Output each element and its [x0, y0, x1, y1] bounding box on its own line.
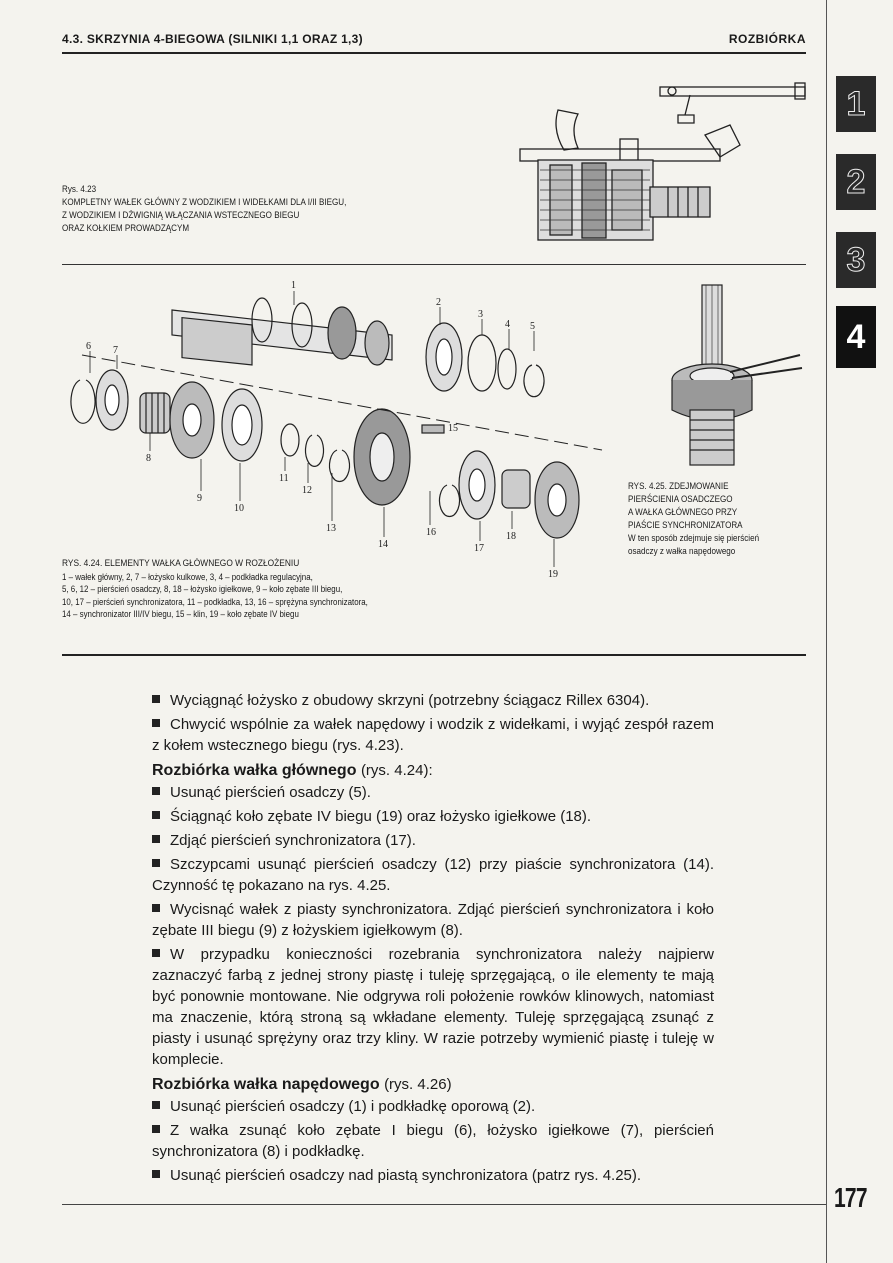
chapter-tab-2[interactable]: 2	[836, 154, 876, 210]
fig424-label: 6	[86, 341, 91, 352]
fig424-label: 8	[146, 453, 151, 464]
bullet-icon	[152, 949, 160, 957]
fig424-label: 18	[506, 531, 516, 542]
fig424-illustration	[62, 275, 622, 580]
fig423-number: Rys. 4.23	[62, 184, 97, 195]
fig423-line: Z WODZIKIEM I DŹWIGNIĄ WŁĄCZANIA WSTECZNEGO BIEGU	[62, 210, 300, 221]
fig424-label: 14	[378, 539, 388, 550]
fig423-line: ORAZ KOŁKIEM PROWADZĄCYM	[62, 223, 190, 234]
header-rule	[62, 52, 806, 54]
paragraph: Zdjąć pierścień synchronizatora (17).	[152, 830, 714, 851]
paragraph: Usunąć pierścień osadczy (1) i podkładkę oporową (2).	[152, 1096, 714, 1117]
fig423-illustration	[500, 75, 820, 265]
chapter-title: ROZBIÓRKA	[728, 32, 806, 46]
fig424-label: 15	[448, 423, 458, 434]
paragraph: Usunąć pierścień osadczy nad piastą synchronizatora (patrz rys. 4.25).	[152, 1165, 714, 1186]
fig424-label: 2	[436, 297, 441, 308]
bullet-icon	[152, 1125, 160, 1133]
fig425-line: A WAŁKA GŁÓWNEGO PRZY	[628, 507, 738, 518]
fig424-label: 11	[279, 473, 289, 484]
paragraph: Wycisnąć wałek z piasty synchronizatora. Zdjąć pierścień synchronizatora i koło zębate III biegu (9) z łożyskiem igiełkowym (8).	[152, 901, 714, 939]
fig424-label: 10	[234, 503, 244, 514]
paragraph: W przypadku konieczności rozebrania synchronizatora należy najpierw zaznaczyć farbą z jednej strony piastę i tuleję sprzęgającą, o ile elementy te mają być ponownie montowane. Nie odgrywa roli położenie rowków klinowych, natomiast ma znaczenie, którą stroną są wkładane elementy. Tuleję sprzęgającą zsunąć z piasty i usunąć sprężyny oraz trzy kliny. W razie potrzeby wymienić piastę i tuleję w komplecie.	[152, 946, 714, 1068]
paragraph: Szczypcami usunąć pierścień osadczy (12) przy piaście synchronizatora (14). Czynność tę pokazano na rys. 4.25.	[152, 856, 714, 894]
fig423-line: KOMPLETNY WAŁEK GŁÓWNY Z WODZIKIEM I WIDEŁKAMI DLA I/II BIEGU,	[62, 197, 347, 208]
fig425-note: W ten sposób zdejmuje się pierścień	[628, 533, 760, 544]
chapter-tab-1[interactable]: 1	[836, 76, 876, 132]
bullet-icon	[152, 835, 160, 843]
paragraph: Chwycić wspólnie za wałek napędowy i wodzik z widełkami, i wyjąć zespół razem z kołem wstecznego biegu (rys. 4.23).	[152, 716, 714, 754]
fig424-label: 4	[505, 319, 510, 330]
bullet-icon	[152, 1170, 160, 1178]
bullet-icon	[152, 787, 160, 795]
fig424-label: 1	[291, 280, 296, 291]
fig424-label: 17	[474, 543, 484, 554]
bullet-icon	[152, 719, 160, 727]
fig424-legend-line: 5, 6, 12 – pierścień osadczy, 8, 18 – łożysko igiełkowe, 9 – koło zębate III biegu,	[62, 584, 343, 594]
paragraph: Ściągnąć koło zębate IV biegu (19) oraz łożysko igiełkowe (18).	[152, 806, 714, 827]
fig424-label: 5	[530, 321, 535, 332]
fig425-illustration	[660, 280, 810, 480]
fig424-label: 19	[548, 569, 558, 580]
bullet-icon	[152, 695, 160, 703]
fig424-label: 3	[478, 309, 483, 320]
paragraph: Wyciągnąć łożysko z obudowy skrzyni (potrzebny ściągacz Rillex 6304).	[152, 690, 714, 711]
fig425-line: PIAŚCIE SYNCHRONIZATORA	[628, 520, 743, 531]
fig424-label: 12	[302, 485, 312, 496]
fig425-line: PIERŚCIENIA OSADCZEGO	[628, 494, 733, 505]
fig424-label: 7	[113, 345, 118, 356]
divider	[62, 264, 806, 265]
fig425-caption	[628, 480, 759, 558]
fig424-legend-line: 14 – synchronizator III/IV biegu, 15 – klin, 19 – koło zębate IV biegu	[62, 609, 299, 619]
fig424-legend-line: 10, 17 – pierścień synchronizatora, 11 – podkładka, 13, 16 – sprężyna synchronizatora,	[62, 596, 368, 607]
section-title: 4.3. SKRZYNIA 4-BIEGOWA (SILNIKI 1,1 ORAZ 1,3)	[62, 32, 363, 46]
fig424-legend	[62, 558, 520, 621]
body-text	[152, 690, 714, 1189]
fig423-caption	[62, 183, 346, 235]
bullet-icon	[152, 811, 160, 819]
divider	[62, 654, 806, 656]
fig424-legend-line: 1 – wałek główny, 2, 7 – łożysko kulkowe, 3, 4 – podkładka regulacyjna,	[62, 571, 313, 582]
subheading: Rozbiórka wałka napędowego (rys. 4.26)	[152, 1076, 452, 1093]
margin-line	[826, 0, 827, 1263]
subheading: Rozbiórka wałka głównego (rys. 4.24):	[152, 762, 433, 779]
page-number: 177	[834, 1182, 867, 1213]
fig424-label: 16	[426, 527, 436, 538]
fig425-line: RYS. 4.25. ZDEJMOWANIE	[628, 481, 729, 492]
bullet-icon	[152, 859, 160, 867]
fig424-title: RYS. 4.24. ELEMENTY WAŁKA GŁÓWNEGO W ROZŁOŻENIU	[62, 558, 300, 569]
paragraph: Z wałka zsunąć koło zębate I biegu (6), łożysko igiełkowe (7), pierścień synchronizatora (8) i podkładkę.	[152, 1122, 714, 1160]
chapter-tab-4[interactable]: 4	[836, 306, 876, 368]
running-header	[62, 28, 806, 50]
paragraph: Usunąć pierścień osadczy (5).	[152, 782, 714, 803]
fig425-note: osadczy z wałka napędowego	[628, 546, 736, 557]
fig424-label: 9	[197, 493, 202, 504]
chapter-tab-3[interactable]: 3	[836, 232, 876, 288]
bullet-icon	[152, 904, 160, 912]
bullet-icon	[152, 1101, 160, 1109]
fig424-label: 13	[326, 523, 336, 534]
footer-rule	[62, 1204, 826, 1205]
